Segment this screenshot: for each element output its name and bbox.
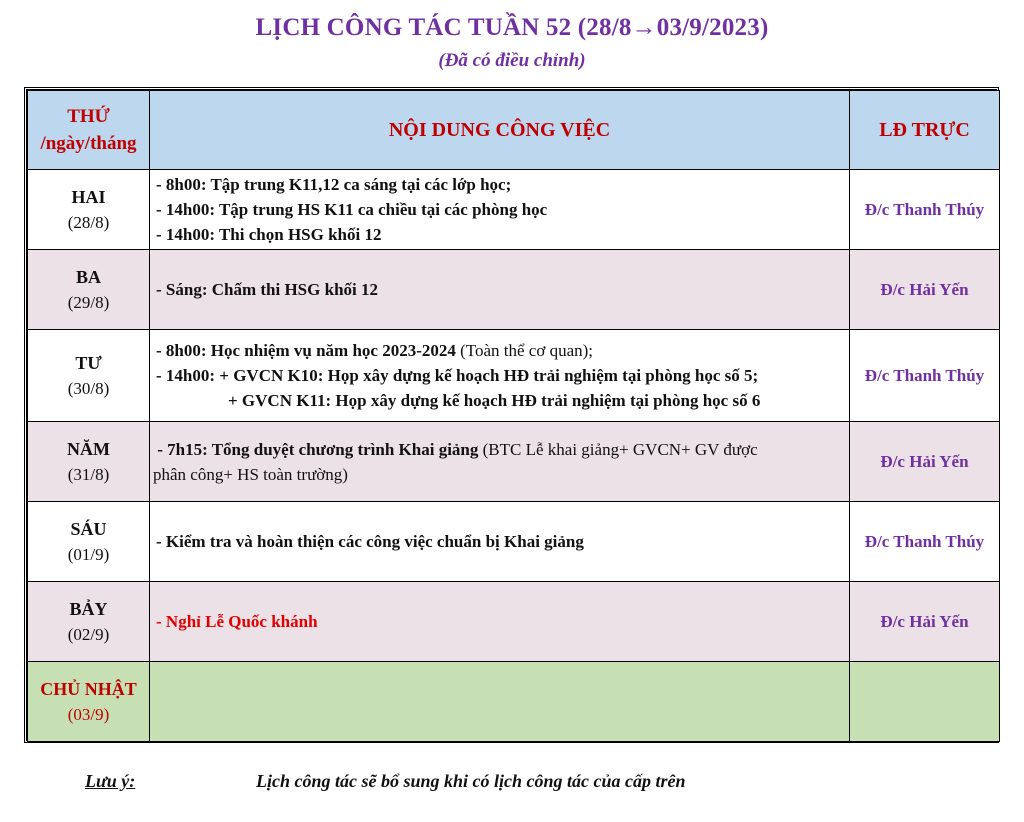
schedule-table-frame bbox=[24, 87, 999, 743]
content-cell bbox=[150, 170, 850, 250]
schedule-table bbox=[27, 90, 1000, 742]
day-date: (30/8) bbox=[67, 378, 110, 398]
day-date: (28/8) bbox=[67, 212, 110, 232]
task-line bbox=[153, 437, 849, 462]
page-title: LỊCH CÔNG TÁC TUẦN 52 (28/8→03/9/2023) bbox=[255, 14, 769, 41]
task-line-bold: - 8h00: Học nhiệm vụ năm học 2023-2024 bbox=[156, 341, 456, 360]
day-name: TƯ bbox=[75, 352, 102, 373]
table-header-row bbox=[28, 91, 1000, 170]
task-line: + GVCN K11: Họp xây dựng kế hoạch HĐ trải nghiệm tại phòng học số 6 bbox=[228, 391, 761, 410]
content-cell bbox=[150, 422, 850, 502]
note-label: Lưu ý: bbox=[85, 771, 136, 791]
day-cell bbox=[28, 250, 150, 330]
duty-cell bbox=[850, 662, 1000, 742]
column-header-duty: LĐ TRỰC bbox=[850, 91, 1000, 170]
day-cell bbox=[28, 662, 150, 742]
duty-cell: Đ/c Hải Yến bbox=[850, 250, 1000, 330]
task-line: - 8h00: Tập trung K11,12 ca sáng tại các lớp học; bbox=[156, 175, 512, 194]
task-line: - Sáng: Chấm thi HSG khối 12 bbox=[156, 280, 378, 299]
holiday-line: - Nghỉ Lễ Quốc khánh bbox=[156, 612, 318, 631]
content-cell bbox=[150, 582, 850, 662]
table-row-friday bbox=[28, 502, 1000, 582]
table-row-wednesday bbox=[28, 330, 1000, 422]
task-line: - Kiểm tra và hoàn thiện các công việc chuẩn bị Khai giảng bbox=[156, 532, 584, 551]
task-line: - 14h00: Tập trung HS K11 ca chiều tại các phòng học bbox=[156, 200, 548, 219]
day-name: BẢY bbox=[69, 598, 108, 619]
duty-cell: Đ/c Thanh Thúy bbox=[850, 330, 1000, 422]
day-cell bbox=[28, 582, 150, 662]
day-cell bbox=[28, 502, 150, 582]
day-date: (02/9) bbox=[67, 624, 110, 644]
column-header-day bbox=[28, 91, 150, 170]
duty-cell: Đ/c Thanh Thúy bbox=[850, 170, 1000, 250]
day-cell bbox=[28, 170, 150, 250]
task-line: - 14h00: + GVCN K10: Họp xây dựng kế hoạch HĐ trải nghiệm tại phòng học số 5; bbox=[156, 366, 759, 385]
duty-cell: Đ/c Hải Yến bbox=[850, 422, 1000, 502]
day-name: BA bbox=[75, 266, 101, 287]
day-date: (01/9) bbox=[67, 544, 110, 564]
column-header-day-line2: /ngày/tháng bbox=[40, 133, 137, 154]
task-line: - 14h00: Thi chọn HSG khối 12 bbox=[156, 225, 382, 244]
table-row-tuesday bbox=[28, 250, 1000, 330]
duty-cell: Đ/c Thanh Thúy bbox=[850, 502, 1000, 582]
task-line bbox=[156, 338, 849, 363]
content-cell bbox=[150, 330, 850, 422]
column-header-day-line1: THỨ bbox=[67, 106, 110, 127]
day-name: SÁU bbox=[70, 518, 107, 539]
task-line: phân công+ HS toàn trường) bbox=[153, 464, 348, 484]
duty-cell: Đ/c Hải Yến bbox=[850, 582, 1000, 662]
day-date: (03/9) bbox=[67, 704, 110, 724]
note-text: Lịch công tác sẽ bổ sung khi có lịch công tác của cấp trên bbox=[256, 771, 686, 791]
content-cell bbox=[150, 250, 850, 330]
table-row-saturday bbox=[28, 582, 1000, 662]
day-name: CHỦ NHẬT bbox=[40, 678, 137, 699]
day-cell bbox=[28, 330, 150, 422]
page-subtitle: (Đã có điều chỉnh) bbox=[438, 50, 586, 71]
day-name: HAI bbox=[71, 186, 106, 207]
table-row-sunday bbox=[28, 662, 1000, 742]
day-date: (29/8) bbox=[67, 292, 110, 312]
task-line-normal: (BTC Lễ khai giảng+ GVCN+ GV được bbox=[478, 439, 758, 459]
task-line-bold: - 7h15: Tổng duyệt chương trình Khai giảng bbox=[153, 439, 479, 459]
table-row-monday bbox=[28, 170, 1000, 250]
day-cell bbox=[28, 422, 150, 502]
content-cell bbox=[150, 502, 850, 582]
table-row-thursday bbox=[28, 422, 1000, 502]
day-name: NĂM bbox=[67, 438, 110, 459]
column-header-content: NỘI DUNG CÔNG VIỆC bbox=[150, 91, 850, 170]
content-cell bbox=[150, 662, 850, 742]
task-line-normal: (Toàn thể cơ quan); bbox=[455, 341, 594, 360]
day-date: (31/8) bbox=[67, 464, 110, 484]
